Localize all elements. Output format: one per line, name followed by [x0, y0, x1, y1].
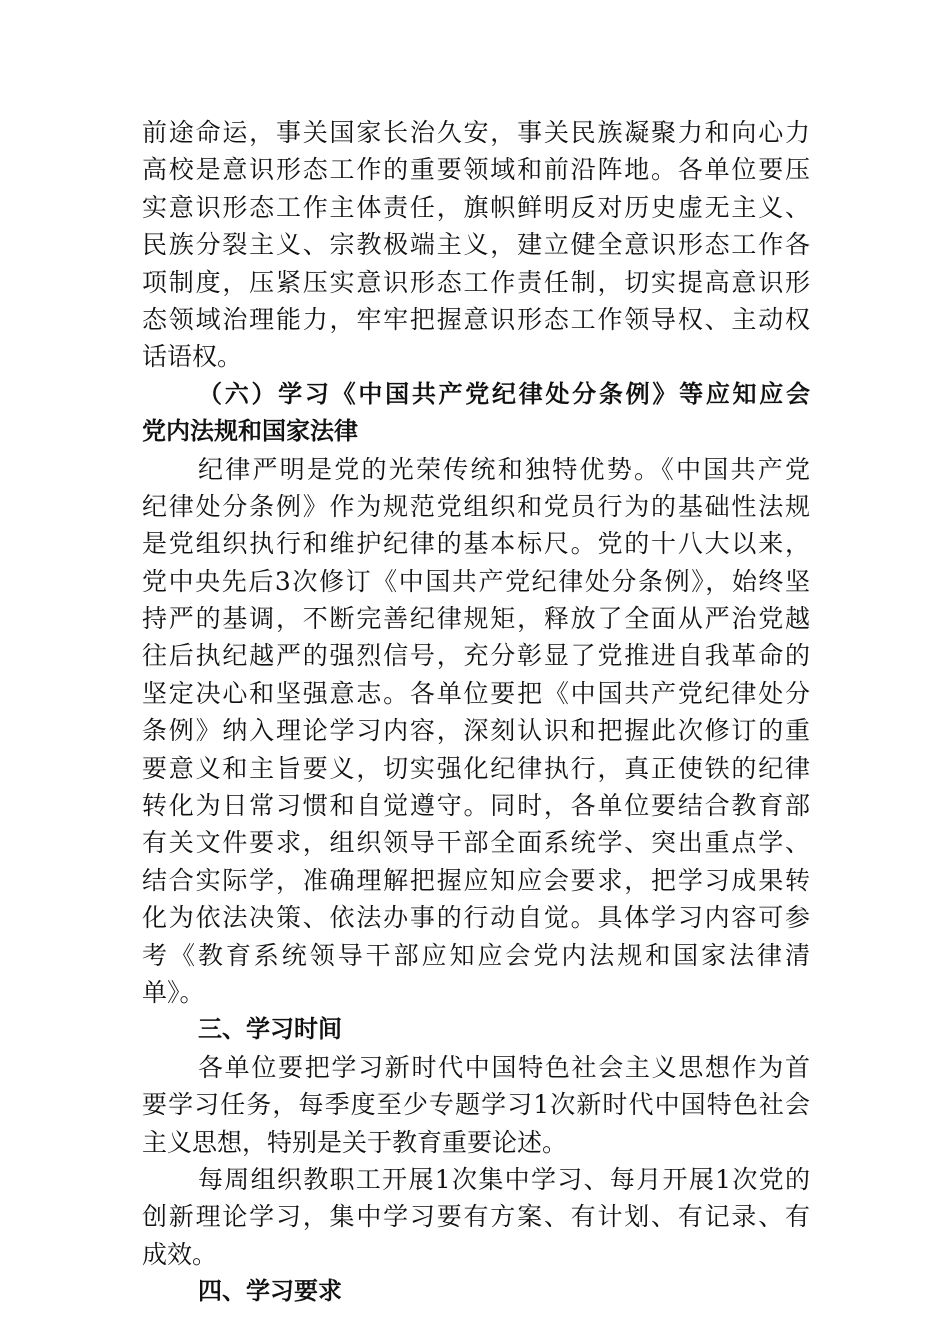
- text-line: 有关文件要求，组织领导干部全面系统学、突出重点学、: [142, 828, 810, 858]
- text-line: 持严的基调，不断完善纪律规矩，释放了全面从严治党越: [142, 604, 810, 634]
- text-line: 结合实际学，准确理解把握应知应会要求，把学习成果转: [142, 865, 810, 895]
- text-line: 单》。: [142, 977, 205, 1007]
- section-heading: [142, 1011, 810, 1048]
- text-line: 往后执纪越严的强烈信号，充分彰显了党推进自我革命的: [142, 641, 810, 671]
- text-line: 纪律处分条例》作为规范党组织和党员行为的基础性法规: [142, 491, 810, 521]
- text-line: 条例》纳入理论学习内容，深刻认识和把握此次修订的重: [142, 716, 810, 746]
- text-line: 民族分裂主义、宗教极端主义，建立健全意识形态工作各: [142, 230, 810, 260]
- heading-line: 三、学习时间: [198, 1015, 342, 1044]
- text-line: 话语权。: [142, 342, 243, 372]
- text-line: 转化为日常习惯和自觉遵守。同时，各单位要结合教育部: [142, 791, 810, 821]
- text-line: 每周组织教职工开展1次集中学习、每月开展1次党的: [198, 1164, 810, 1194]
- text-line: 项制度，压紧压实意识形态工作责任制，切实提高意识形: [142, 267, 810, 297]
- text-line: 高校是意识形态工作的重要领域和前沿阵地。各单位要压: [142, 155, 810, 185]
- text-line: 各单位要把学习新时代中国特色社会主义思想作为首: [198, 1052, 810, 1082]
- text-line: 党中央先后3次修订《中国共产党纪律处分条例》，始终坚: [142, 566, 810, 596]
- text-line: 纪律严明是党的光荣传统和独特优势。《中国共产党: [198, 454, 810, 484]
- text-line: 实意识形态工作主体责任，旗帜鲜明反对历史虚无主义、: [142, 192, 810, 222]
- heading-line: （六）学习《中国共产党纪律处分条例》等应知应会: [198, 379, 810, 408]
- body-paragraph: [142, 1049, 810, 1161]
- text-line: 是党组织执行和维护纪律的基本标尺。党的十八大以来，: [142, 529, 810, 559]
- text-line: 考《教育系统领导干部应知应会党内法规和国家法律清: [142, 940, 810, 970]
- body-paragraph: [142, 114, 810, 376]
- section-heading: [142, 376, 810, 451]
- text-line: 前途命运，事关国家长治久安，事关民族凝聚力和向心力: [142, 118, 810, 147]
- text-line: 要意义和主旨要义，切实强化纪律执行，真正使铁的纪律: [142, 753, 810, 783]
- text-line: 主义思想，特别是关于教育重要论述。: [142, 1127, 568, 1157]
- section-heading: [142, 1273, 810, 1310]
- text-line: 要学习任务，每季度至少专题学习1次新时代中国特色社会: [142, 1090, 810, 1120]
- text-line: 坚定决心和坚强意志。各单位要把《中国共产党纪律处分: [142, 678, 810, 708]
- body-paragraph: [142, 1161, 810, 1273]
- text-line: 成效。: [142, 1239, 218, 1269]
- text-line: 态领域治理能力，牢牢把握意识形态工作领导权、主动权: [142, 304, 810, 334]
- text-line: 创新理论学习，集中学习要有方案、有计划、有记录、有: [142, 1202, 810, 1232]
- heading-line: 党内法规和国家法律: [142, 417, 358, 446]
- body-paragraph: [142, 451, 810, 1012]
- heading-line: 四、学习要求: [198, 1277, 342, 1306]
- document-body: [142, 114, 810, 1311]
- text-line: 化为依法决策、依法办事的行动自觉。具体学习内容可参: [142, 903, 810, 933]
